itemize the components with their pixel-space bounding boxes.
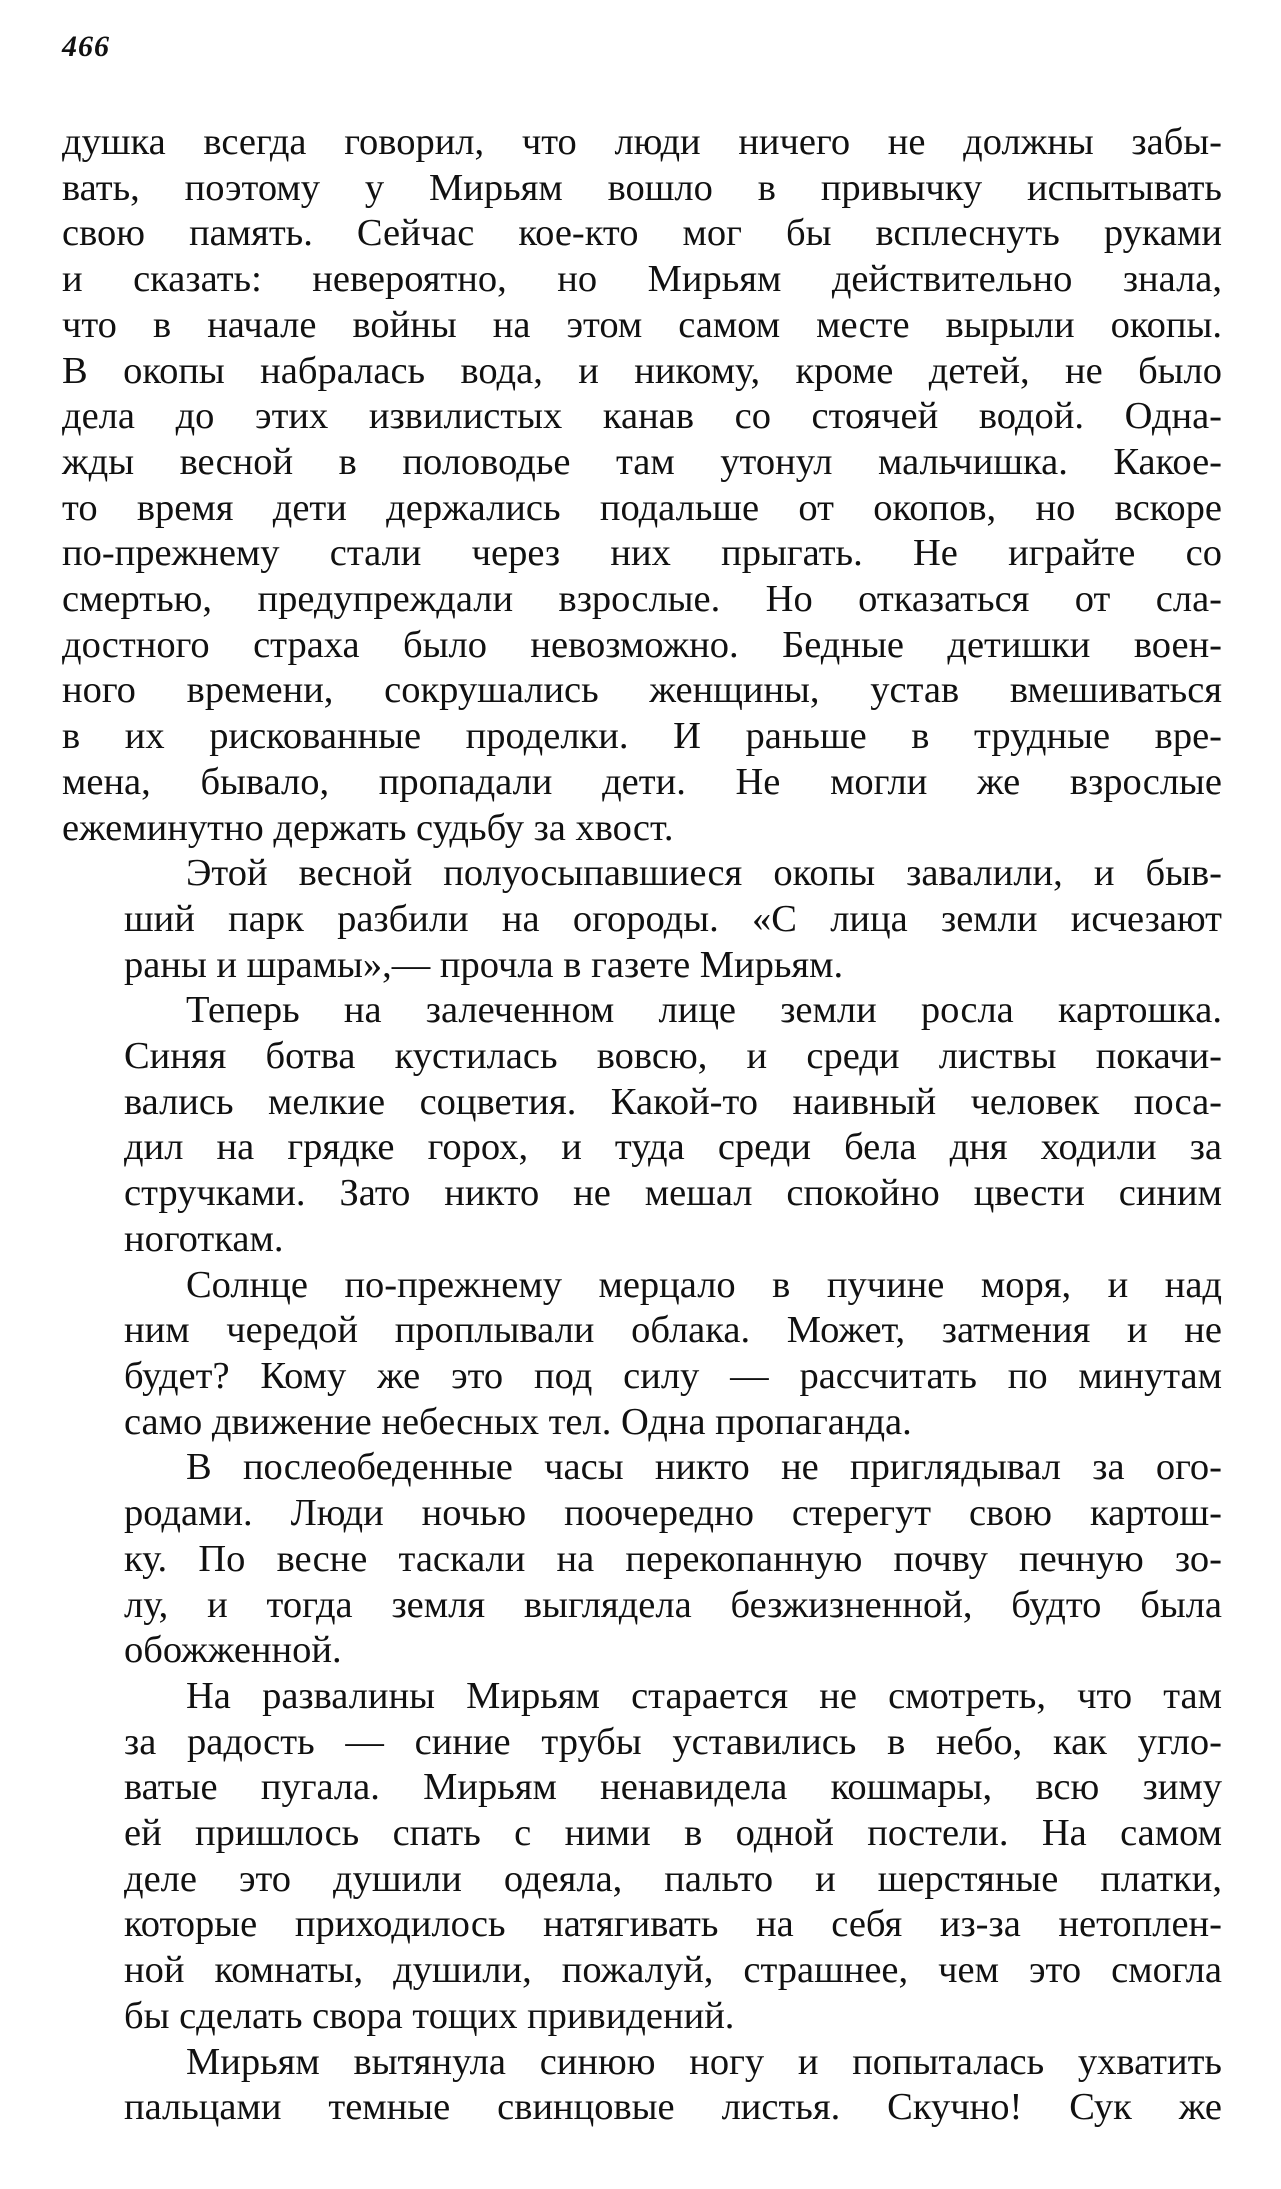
text-line: душка всегда говорил, что люди ничего не должны забы- xyxy=(62,121,1222,163)
text-line: достного страха было невозможно. Бедные детишки воен- xyxy=(62,623,1222,666)
text-line: Мирьям вытянула синюю ногу и попыталась ухватить xyxy=(186,2040,1222,2083)
text-line: деле это душили одеяла, пальто и шерстяные платки, xyxy=(124,1857,1222,1900)
text-line: ним чередой проплывали облака. Может, затмения и не xyxy=(124,1309,1222,1352)
paragraph xyxy=(62,851,1222,988)
text-line: по-прежнему стали через них прыгать. Не играйте со xyxy=(62,532,1222,575)
text-line: Солнце по-прежнему мерцало в пучине моря, и над xyxy=(186,1263,1222,1306)
paragraph xyxy=(62,988,1222,1262)
text-line: свою память. Сейчас кое-кто мог бы всплеснуть руками xyxy=(62,212,1222,255)
text-line: ноготкам. xyxy=(124,1217,284,1260)
text-line: ного времени, сокрушались женщины, устав вмешиваться xyxy=(62,669,1222,712)
text-line: ей пришлось спать с ними в одной постели. На самом xyxy=(124,1812,1222,1855)
text-line: само движение небесных тел. Одна пропаганда. xyxy=(124,1400,912,1443)
text-line: которые приходилось натягивать на себя из-за нетоплен- xyxy=(124,1903,1222,1946)
text-line: обожженной. xyxy=(124,1629,342,1672)
text-line: что в начале войны на этом самом месте вырыли окопы. xyxy=(62,303,1222,346)
paragraph xyxy=(62,1263,1222,1446)
text-line: ной комнаты, душили, пожалуй, страшнее, чем это смогла xyxy=(124,1949,1222,1992)
text-line: В послеобеденные часы никто не приглядывал за ого- xyxy=(186,1446,1222,1489)
text-line: жды весной в половодье там утонул мальчишка. Какое- xyxy=(62,440,1222,483)
paragraph xyxy=(62,120,1222,851)
text-line: ватые пугала. Мирьям ненавидела кошмары, всю зиму xyxy=(124,1766,1222,1809)
text-line: вать, поэтому у Мирьям вошло в привычку испытывать xyxy=(62,166,1222,209)
text-line: в их рискованные проделки. И раньше в трудные вре- xyxy=(62,715,1222,758)
paragraph xyxy=(62,1674,1222,2040)
text-line: стручками. Зато никто не мешал спокойно цвести синим xyxy=(124,1172,1222,1215)
text-line: родами. Люди ночью поочередно стерегут свою картош- xyxy=(124,1492,1222,1535)
text-line: ку. По весне таскали на перекопанную почву печную зо- xyxy=(124,1537,1222,1580)
text-line: ший парк разбили на огороды. «С лица земли исчезают xyxy=(124,897,1222,940)
page-number: 466 xyxy=(62,30,110,63)
text-line: дил на грядке горох, и туда среди бела дня ходили за xyxy=(124,1126,1222,1169)
text-line: мена, бывало, пропадали дети. Не могли же взрослые xyxy=(62,760,1222,803)
text-line: и сказать: невероятно, но Мирьям действительно знала, xyxy=(62,258,1222,301)
text-line: вались мелкие соцветия. Какой-то наивный человек поса- xyxy=(124,1080,1222,1123)
text-line: Этой весной полуосыпавшиеся окопы завалили, и быв- xyxy=(186,852,1222,895)
text-line: лу, и тогда земля выглядела безжизненной, будто была xyxy=(124,1583,1222,1626)
text-line: На развалины Мирьям старается не смотреть, что там xyxy=(186,1674,1222,1717)
paragraph xyxy=(62,1445,1222,1674)
text-line: В окопы набралась вода, и никому, кроме детей, не было xyxy=(62,349,1222,392)
text-line: пальцами темные свинцовые листья. Скучно! Сук же xyxy=(124,2086,1222,2129)
body-text xyxy=(62,120,1222,2131)
text-line: за радость — синие трубы уставились в небо, как угло- xyxy=(124,1720,1222,1763)
text-line: смертью, предупреждали взрослые. Но отказаться от сла- xyxy=(62,578,1222,621)
text-line: бы сделать свора тощих привидений. xyxy=(124,1994,735,2037)
text-line: Теперь на залеченном лице земли росла картошка. xyxy=(186,989,1222,1032)
text-line: будет? Кому же это под силу — рассчитать по минутам xyxy=(124,1354,1222,1397)
text-line: то время дети держались подальше от окопов, но вскоре xyxy=(62,486,1222,529)
text-line: Синяя ботва кустилась вовсю, и среди листвы покачи- xyxy=(124,1035,1222,1078)
text-line: дела до этих извилистых канав со стоячей водой. Одна- xyxy=(62,395,1222,438)
text-line: раны и шрамы»,— прочла в газете Мирьям. xyxy=(124,943,844,986)
text-line: ежеминутно держать судьбу за хвост. xyxy=(62,806,674,849)
paragraph xyxy=(62,2040,1222,2131)
